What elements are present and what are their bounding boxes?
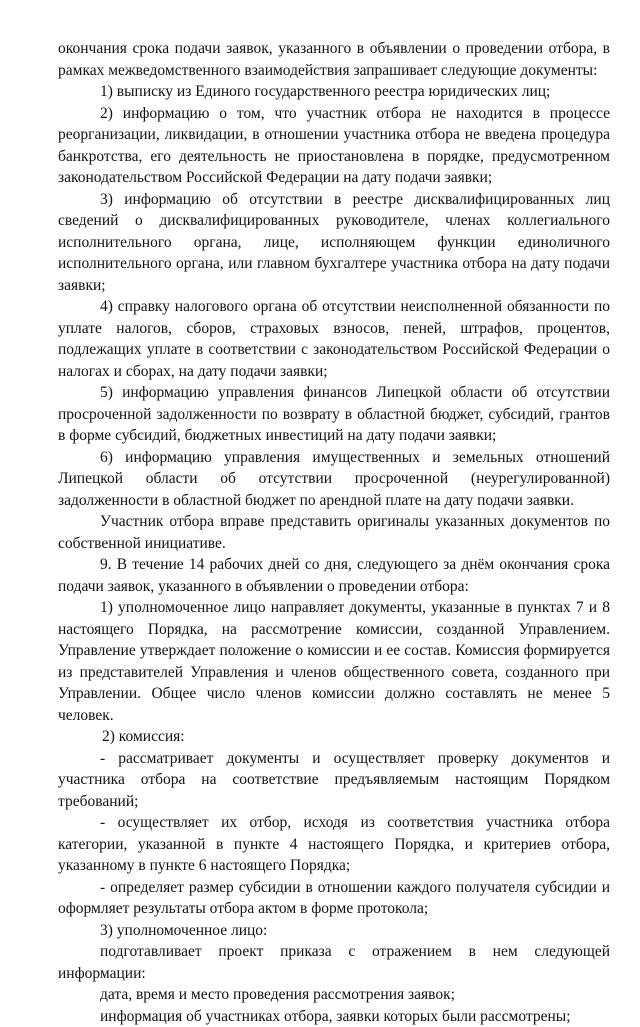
document-page bbox=[58, 38, 610, 1027]
paragraph-11: - рассматривает документы и осуществляет проверку документов и участника отбора на соответствие предъявляемым настоящим Порядком требований; bbox=[58, 748, 610, 813]
paragraph-10: 2) комиссия: bbox=[58, 726, 610, 748]
paragraph-12: - осуществляет их отбор, исходя из соответствия участника отбора категории, указанной в пункте 4 настоящего Порядка, и критериев отбора, указанному в пункте 6 настоящего Порядка; bbox=[58, 812, 610, 877]
paragraph-9: 1) уполномоченное лицо направляет документы, указанные в пунктах 7 и 8 настоящего Порядка, на рассмотрение комиссии, созданной Управлением. Управление утверждает положение о комиссии и ее состав. Комиссия формируется из представителей Управления и членов общественного совета, созданного при Управлении. Общее число членов комиссии должно составлять не менее 5 человек. bbox=[58, 597, 610, 726]
paragraph-0: окончания срока подачи заявок, указанного в объявлении о проведении отбора, в рамках межведомственного взаимодействия запрашивает следующие документы: bbox=[58, 38, 610, 81]
paragraph-5: 5) информацию управления финансов Липецкой области об отсутствии просроченной задолженности по возврату в областной бюджет, субсидий, грантов в форме субсидий, бюджетных инвестиций на дату подачи заявки; bbox=[58, 382, 610, 447]
paragraph-2: 2) информацию о том, что участник отбора не находится в процессе реорганизации, ликвидации, в отношении участника отбора не введена процедура банкротства, его деятельность не приостановлена в порядке, предусмотренном законодательством Российской Федерации на дату подачи заявки; bbox=[58, 103, 610, 189]
paragraph-8: 9. В течение 14 рабочих дней со дня, следующего за днём окончания срока подачи заявок, указанного в объявлении о проведении отбора: bbox=[58, 554, 610, 597]
paragraph-3: 3) информацию об отсутствии в реестре дисквалифицированных лиц сведений о дисквалифицированных руководителе, членах коллегиального исполнительного органа, лице, исполняющем функции единоличного исполнительного органа, или главном бухгалтере участника отбора на дату подачи заявки; bbox=[58, 189, 610, 297]
paragraph-17: информация об участниках отбора, заявки которых были рассмотрены; bbox=[58, 1006, 610, 1027]
paragraph-15: подготавливает проект приказа с отражением в нем следующей информации: bbox=[58, 941, 610, 984]
paragraph-6: 6) информацию управления имущественных и земельных отношений Липецкой области об отсутствии просроченной (неурегулированной) задолженности в областной бюджет по арендной плате на дату подачи заявки. bbox=[58, 447, 610, 512]
paragraph-4: 4) справку налогового органа об отсутствии неисполненной обязанности по уплате налогов, сборов, страховых взносов, пеней, штрафов, процентов, подлежащих уплате в соответствии с законодательством Российской Федерации о налогах и сборах, на дату подачи заявки; bbox=[58, 296, 610, 382]
paragraph-13: - определяет размер субсидии в отношении каждого получателя субсидии и оформляет результаты отбора актом в форме протокола; bbox=[58, 877, 610, 920]
paragraph-7: Участник отбора вправе представить оригиналы указанных документов по собственной инициативе. bbox=[58, 511, 610, 554]
paragraph-1: 1) выписку из Единого государственного реестра юридических лиц; bbox=[58, 81, 610, 103]
paragraph-16: дата, время и место проведения рассмотрения заявок; bbox=[58, 984, 610, 1006]
paragraph-14: 3) уполномоченное лицо: bbox=[58, 920, 610, 942]
